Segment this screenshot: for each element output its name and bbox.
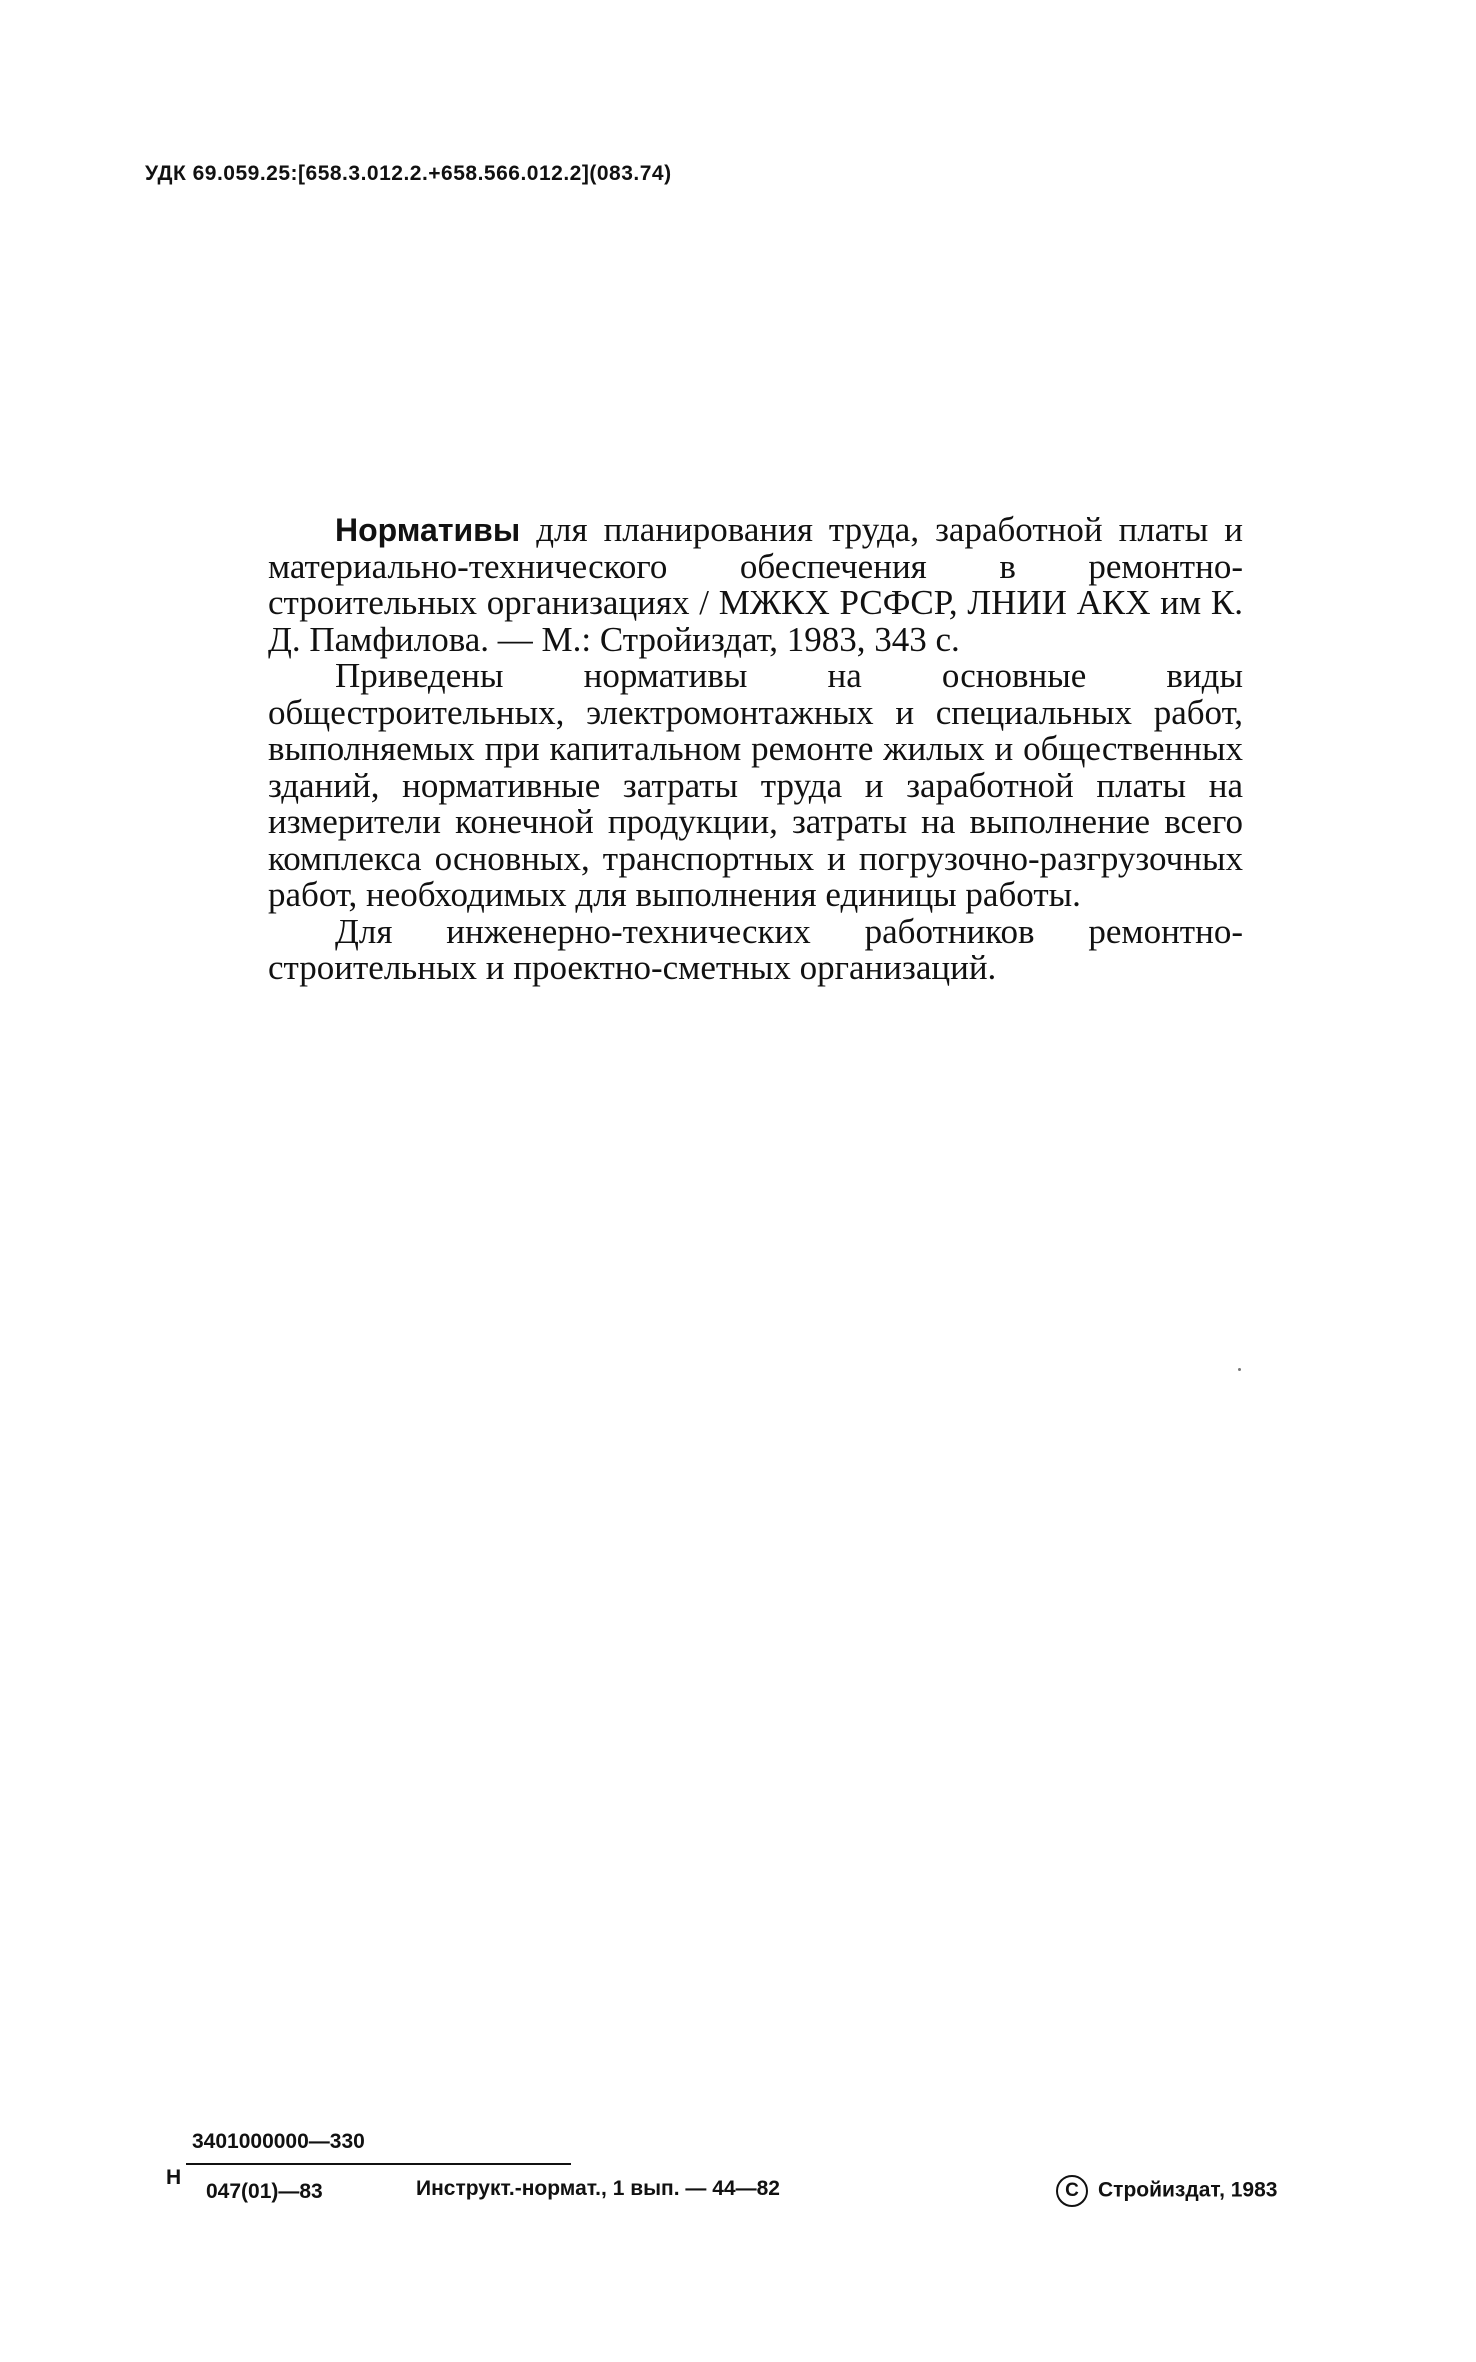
annotation-block: [268, 512, 1243, 987]
imprint-letter: Н: [166, 2166, 182, 2189]
series-info: Инструкт.-нормат., 1 вып. — 44—82: [416, 2177, 780, 2200]
summary-paragraph: Приведены нормативы на основные виды общестроительных, электромонтажных и специальных работ, выполняемых при капитальном ремонте жилых и общественных зданий, нормативные затраты труда и заработной платы на измерители конечной продукции, затраты на выполнение всего комплекса основных, транспортных и погрузочно-разгрузочных работ, необходимых для выполнения единицы работы.: [268, 656, 1243, 914]
citation-lead-word: Нормативы: [335, 512, 521, 548]
udk-classification: УДК 69.059.25:[658.3.012.2.+658.566.012.2](083.74): [145, 162, 672, 185]
fraction-numerator: 3401000000—330: [192, 2130, 365, 2153]
imprint-line: [166, 2128, 1366, 2208]
citation-text: для планирования труда, заработной платы и материально-технического обеспечения в ремонтно-строительных организациях / МЖКХ РСФСР, ЛНИИ АКХ им К. Д. Памфилова. — М.: Стройиздат, 1983, 343 с.: [268, 510, 1243, 659]
audience-paragraph: Для инженерно-технических работников ремонтно-строительных и проектно-сметных организаций.: [268, 911, 1243, 987]
copyright: [1056, 2175, 1277, 2207]
fraction-denominator: 047(01)—83: [206, 2180, 323, 2203]
copyright-text: Стройиздат, 1983: [1098, 2178, 1278, 2202]
copyright-icon: С: [1056, 2175, 1088, 2207]
fraction-bar: [186, 2163, 571, 2165]
scan-speck: [1238, 1368, 1241, 1371]
bibliographic-citation: [268, 512, 1243, 658]
